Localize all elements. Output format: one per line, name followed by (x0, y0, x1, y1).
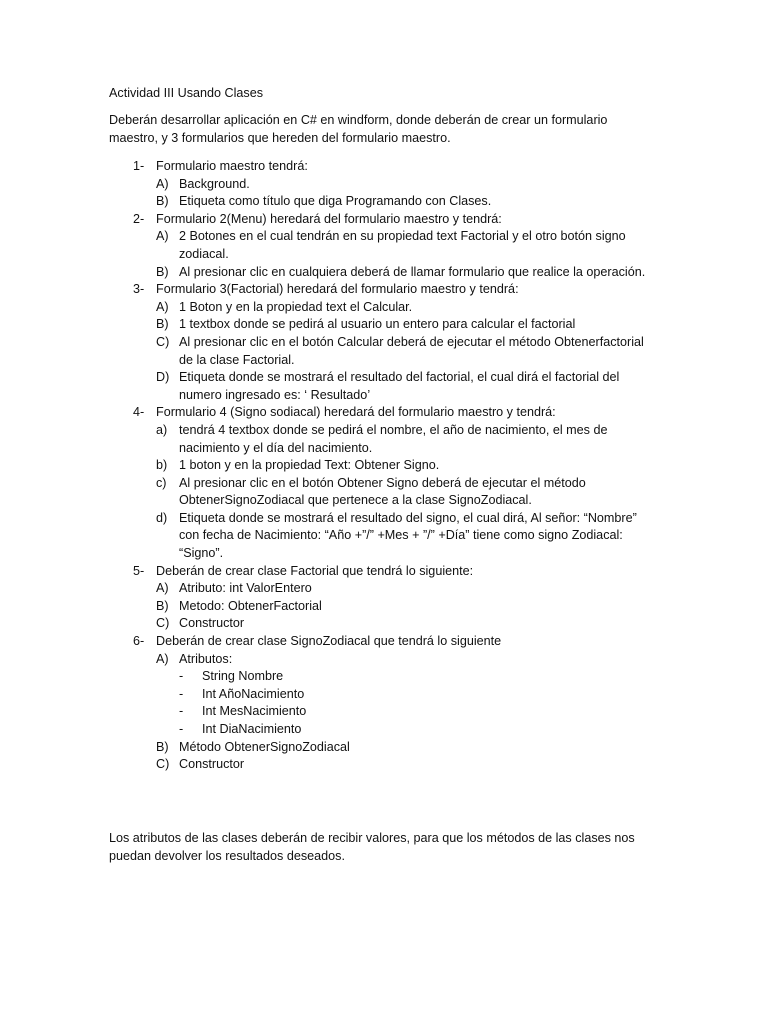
sub-item-text: Al presionar clic en el botón Obtener Signo deberá de ejecutar el método ObtenerSignoZodiacal que pertenece a la clase SignoZodiacal. (179, 475, 586, 508)
sub-list-item (156, 756, 654, 774)
sub-list-item (156, 334, 654, 369)
sub-list (156, 228, 654, 281)
sub-item-text: Al presionar clic en cualquiera deberá de llamar formulario que realice la operación. (179, 264, 646, 279)
dash-marker: - (179, 704, 184, 719)
list-item (109, 563, 654, 633)
sub-item-text: Constructor (179, 616, 245, 631)
sub-item-text: Etiqueta donde se mostrará el resultado del signo, el cual dirá, Al señor: “Nombre” con fecha de Nacimiento: “Año +”/” +Mes + ”/” +Día” tiene como signo Zodiacal: “Signo”. (179, 510, 637, 561)
list-item-number: 2- (133, 211, 145, 226)
attribute-item (179, 703, 654, 721)
sub-item-text: Metodo: ObtenerFactorial (179, 598, 322, 613)
list-item-number: 1- (133, 159, 145, 173)
sub-list (156, 422, 654, 563)
sub-item-text: Método ObtenerSignoZodiacal (179, 739, 350, 754)
list-item (109, 158, 654, 211)
sub-list-item (156, 475, 654, 510)
attribute-text: String Nombre (202, 669, 284, 684)
sub-list-item (156, 651, 654, 739)
list-item-number: 6- (133, 634, 145, 649)
list-item (109, 281, 654, 404)
list-item-text: Formulario 3(Factorial) heredará del formulario maestro y tendrá: (156, 282, 519, 297)
sub-list-item (156, 228, 654, 263)
sub-item-letter: D) (156, 370, 170, 385)
dash-marker: - (179, 686, 184, 701)
sub-list-item (156, 193, 654, 211)
sub-list-item (156, 176, 654, 194)
sub-item-text: Background. (179, 176, 250, 191)
list-item-number: 4- (133, 405, 145, 420)
sub-list-item (156, 316, 654, 334)
attribute-item (179, 686, 654, 704)
attribute-text: Int AñoNacimiento (202, 686, 305, 701)
sub-item-text: Etiqueta como título que diga Programando con Clases. (179, 194, 492, 209)
sub-item-text: Atributos: (179, 651, 233, 666)
sub-item-letter: B) (156, 317, 169, 332)
sub-list-item (156, 264, 654, 282)
sub-item-text: Al presionar clic en el botón Calcular deberá de ejecutar el método Obtenerfactorial de la clase Factorial. (179, 334, 644, 367)
list-item-number: 3- (133, 282, 145, 297)
list-item-text: Formulario maestro tendrá: (156, 159, 308, 173)
sub-item-letter: A) (156, 229, 169, 244)
sub-item-letter: A) (156, 651, 169, 666)
sub-list (156, 580, 654, 633)
attribute-item (179, 668, 654, 686)
sub-list-item (156, 615, 654, 633)
list-item (109, 404, 654, 562)
sub-list-item (156, 299, 654, 317)
sub-item-text: 1 boton y en la propiedad Text: Obtener Signo. (179, 458, 440, 473)
dash-marker: - (179, 722, 184, 736)
sub-list (156, 176, 654, 211)
sub-item-text: 1 Boton y en la propiedad text el Calcular. (179, 299, 413, 314)
sub-item-text: Constructor (179, 757, 245, 772)
sub-item-text: tendrá 4 textbox donde se pedirá el nombre, el año de nacimiento, el mes de nacimiento y el día del nacimiento. (179, 422, 608, 455)
attribute-text: Int DiaNacimiento (202, 722, 302, 736)
sub-item-letter: b) (156, 458, 168, 473)
attribute-text: Int MesNacimiento (202, 704, 307, 719)
list-item-text: Deberán de crear clase SignoZodiacal que tendrá lo siguiente (156, 634, 502, 649)
sub-list (156, 651, 654, 774)
sub-item-letter: B) (156, 194, 169, 209)
sub-list-item (156, 422, 654, 457)
closing-paragraph: Los atributos de las clases deberán de recibir valores, para que los métodos de las clases nos puedan devolver los resultados deseados. (109, 831, 635, 863)
dash-marker: - (179, 669, 184, 684)
sub-item-text: 2 Botones en el cual tendrán en su propiedad text Factorial y el otro botón signo zodiacal. (179, 229, 626, 261)
list-item-number: 5- (133, 563, 145, 578)
sub-item-letter: A) (156, 581, 169, 596)
sub-list-item (156, 369, 654, 404)
sub-item-letter: d) (156, 510, 168, 525)
sub-list-item (156, 739, 654, 757)
document-title: Actividad III Usando Clases (109, 86, 263, 100)
sub-item-letter: C) (156, 616, 170, 631)
sub-item-text: Atributo: int ValorEntero (179, 581, 312, 596)
sub-list-item (156, 510, 654, 563)
sub-item-letter: B) (156, 264, 169, 279)
sub-item-text: Etiqueta donde se mostrará el resultado del factorial, el cual dirá el factorial del numero ingresado es: ‘ Resultado’ (179, 370, 620, 402)
list-item-text: Formulario 2(Menu) heredará del formulario maestro y tendrá: (156, 211, 502, 226)
sub-list (156, 299, 654, 405)
sub-item-letter: C) (156, 334, 170, 349)
sub-item-letter: c) (156, 475, 167, 490)
sub-item-letter: B) (156, 598, 169, 613)
requirements-list (109, 158, 654, 774)
list-item-text: Formulario 4 (Signo sodiacal) heredará del formulario maestro y tendrá: (156, 405, 556, 420)
sub-item-text: 1 textbox donde se pedirá al usuario un entero para calcular el factorial (179, 317, 576, 332)
attribute-list (179, 668, 654, 738)
sub-list-item (156, 580, 654, 598)
sub-item-letter: a) (156, 422, 168, 437)
list-item (109, 211, 654, 281)
sub-item-letter: B) (156, 739, 169, 754)
attribute-item (179, 721, 654, 739)
intro-paragraph: Deberán desarrollar aplicación en C# en windform, donde deberán de crear un formulario maestro, y 3 formularios que hereden del formulario maestro. (109, 113, 608, 145)
sub-item-letter: A) (156, 176, 169, 191)
sub-item-letter: C) (156, 757, 170, 772)
sub-list-item (156, 457, 654, 475)
list-item (109, 633, 654, 774)
list-item-text: Deberán de crear clase Factorial que tendrá lo siguiente: (156, 563, 474, 578)
sub-list-item (156, 598, 654, 616)
sub-item-letter: A) (156, 299, 169, 314)
